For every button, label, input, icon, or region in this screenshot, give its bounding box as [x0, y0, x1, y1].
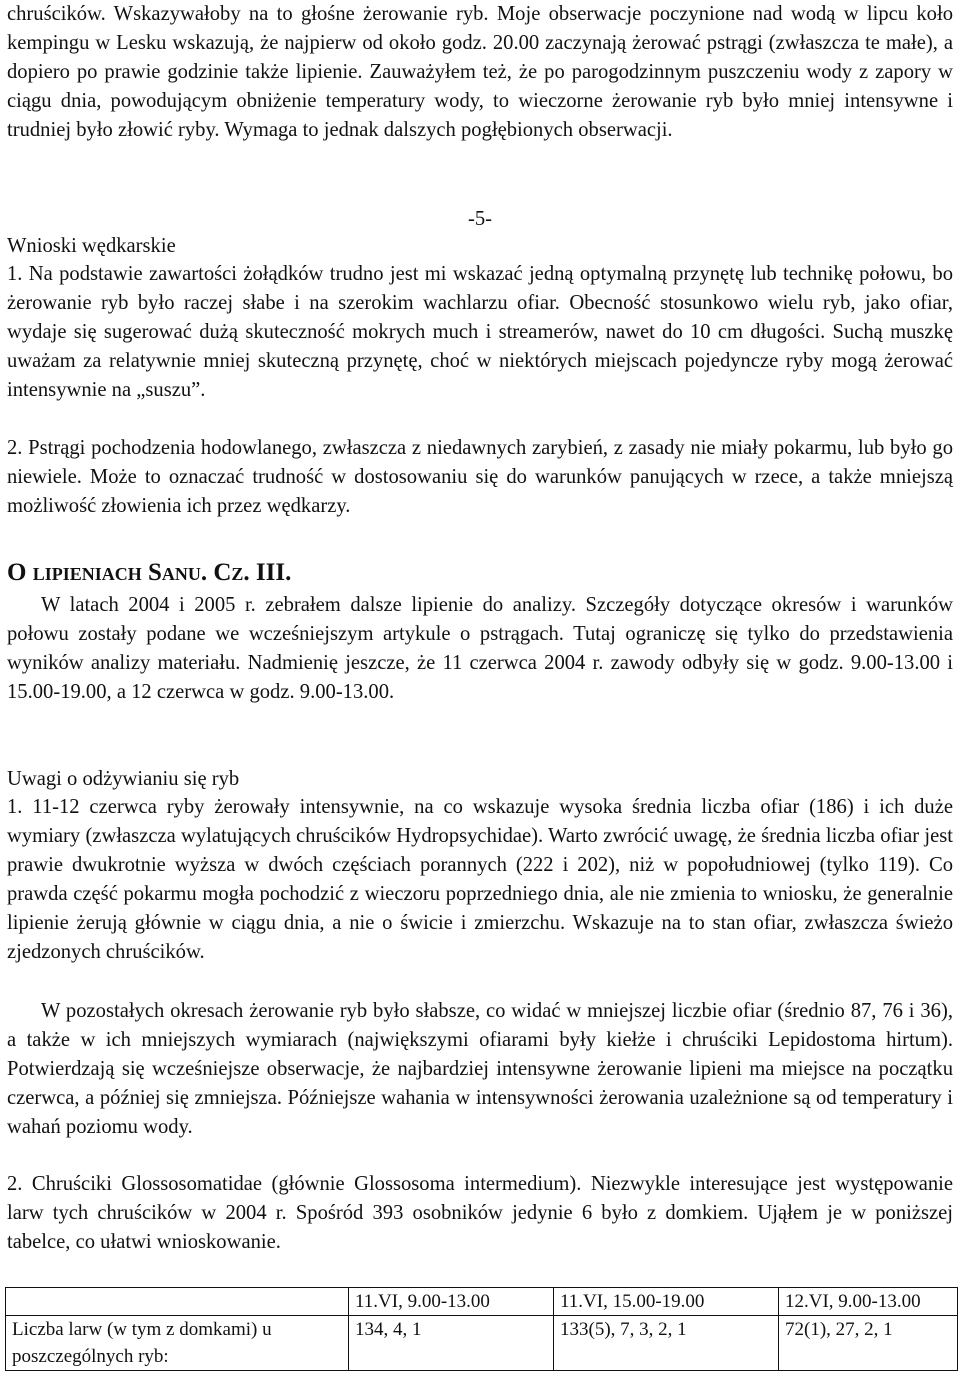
feeding-point-2: 2. Chruściki Glossosomatidae (głównie Glossosoma intermedium). Niezwykle interesujące jest występowanie larw tych chruścików w 2004 r. Spośród 393 osobników jedynie 6 było z domkiem. Ująłem je w poniższej tabelce, co ułatwi wnioskowanie. [7, 1173, 953, 1253]
table-header-cell [6, 1288, 349, 1316]
feeding-point-1-continued: W pozostałych okresach żerowanie ryb było słabsze, co widać w mniejszej liczbie ofiar (średnio 87, 76 i 36), a także w ich mniejszych wymiarach (największymi ofiarami były kiełże i chruściki Lepidostoma hirtum). Potwierdzają się wcześniejsze obserwacje, że najbardziej intensywne żerowanie lipieni ma miejsce na początku czerwca, a później się zmniejsza. Późniejsze wahania w intensywności żerowania uzależnione są od temperatury i wahań poziomu wody. [7, 1000, 953, 1138]
table-cell: 72(1), 27, 2, 1 [779, 1316, 958, 1371]
table-cell: 134, 4, 1 [349, 1316, 554, 1371]
article-intro: W latach 2004 i 2005 r. zebrałem dalsze lipienie do analizy. Szczegóły dotyczące okresów i warunków połowu zostały podane we wcześniejszym artykule o pstrągach. Tutaj ograniczę się tylko do przedstawienia wyników analizy materiału. Nadmienię jeszcze, że 11 czerwca 2004 r. zawody odbyły się w godz. 9.00-13.00 i 15.00-19.00, a 12 czerwca w godz. 9.00-13.00. [7, 594, 953, 703]
table-header-cell: 12.VI, 9.00-13.00 [779, 1288, 958, 1316]
page-number: -5- [467, 208, 492, 230]
table-header-row [6, 1288, 958, 1316]
table-row [6, 1316, 958, 1371]
feeding-point-1: 1. 11-12 czerwca ryby żerowały intensywnie, na co wskazuje wysoka średnia liczba ofiar (186) i ich duże wymiary (zwłaszcza wylatujących chruścików Hydropsychidae). Warto zwrócić uwagę, że średnia liczba ofiar jest prawie dwukrotnie wyższa w dwóch częściach porannych (222 i 202), niż w popołudniowej (tylko 119). Co prawda część pokarmu mogła pochodzić z wieczoru poprzedniego dnia, ale nie zmienia to wniosku, że generalnie lipienie żerują głównie w ciągu dnia, a nie o świcie i zmierzchu. Wskazuje na to stan ofiar, zwłaszcza świeżo zjedzonych chruścików. [7, 796, 953, 963]
conclusion-1: 1. Na podstawie zawartości żołądków trudno jest mi wskazać jedną optymalną przynętę lub technikę połowu, bo żerowanie ryb było raczej słabe i na szerokim wachlarzu ofiar. Obecność stosunkowo wielu ryb, jako ofiar, wydaje się sugerować dużą skuteczność mokrych much i streamerów, nawet do 10 cm długości. Suchą muszkę uważam za relatywnie mniej skuteczną przynętę, choć w niektórych miejscach pojedyncze ryby mogą żerować intensywnie na „suszu”. [7, 263, 953, 401]
table-cell: 133(5), 7, 3, 2, 1 [554, 1316, 779, 1371]
table-row-label: Liczba larw (w tym z domkami) u poszczególnych ryb: [6, 1316, 349, 1371]
feeding-heading: Uwagi o odżywianiu się ryb [7, 768, 240, 790]
article-title: O lipieniach Sanu. Cz. III. [7, 559, 292, 586]
larvae-table [5, 1287, 958, 1371]
conclusions-heading: Wnioski wędkarskie [7, 235, 176, 257]
table-header-cell: 11.VI, 9.00-13.00 [349, 1288, 554, 1316]
table-header-cell: 11.VI, 15.00-19.00 [554, 1288, 779, 1316]
conclusion-2: 2. Pstrągi pochodzenia hodowlanego, zwłaszcza z niedawnych zarybień, z zasady nie miały pokarmu, lub było go niewiele. Może to oznaczać trudność w dostosowaniu się do warunków panujących w rzece, a także mniejszą możliwość złowienia ich przez wędkarzy. [7, 437, 953, 517]
intro-paragraph: chruścików. Wskazywałoby na to głośne żerowanie ryb. Moje obserwacje poczynione nad wodą w lipcu koło kempingu w Lesku wskazują, że najpierw od około godz. 20.00 zaczynają żerować pstrągi (zwłaszcza te małe), a dopiero po prawie godzinie także lipienie. Zauważyłem też, że po parogodzinnym puszczeniu wody z zapory w ciągu dnia, powodującym obniżenie temperatury wody, to wieczorne żerowanie ryb było mniej intensywne i trudniej było złowić ryby. Wymaga to jednak dalszych pogłębionych obserwacji. [7, 3, 953, 141]
